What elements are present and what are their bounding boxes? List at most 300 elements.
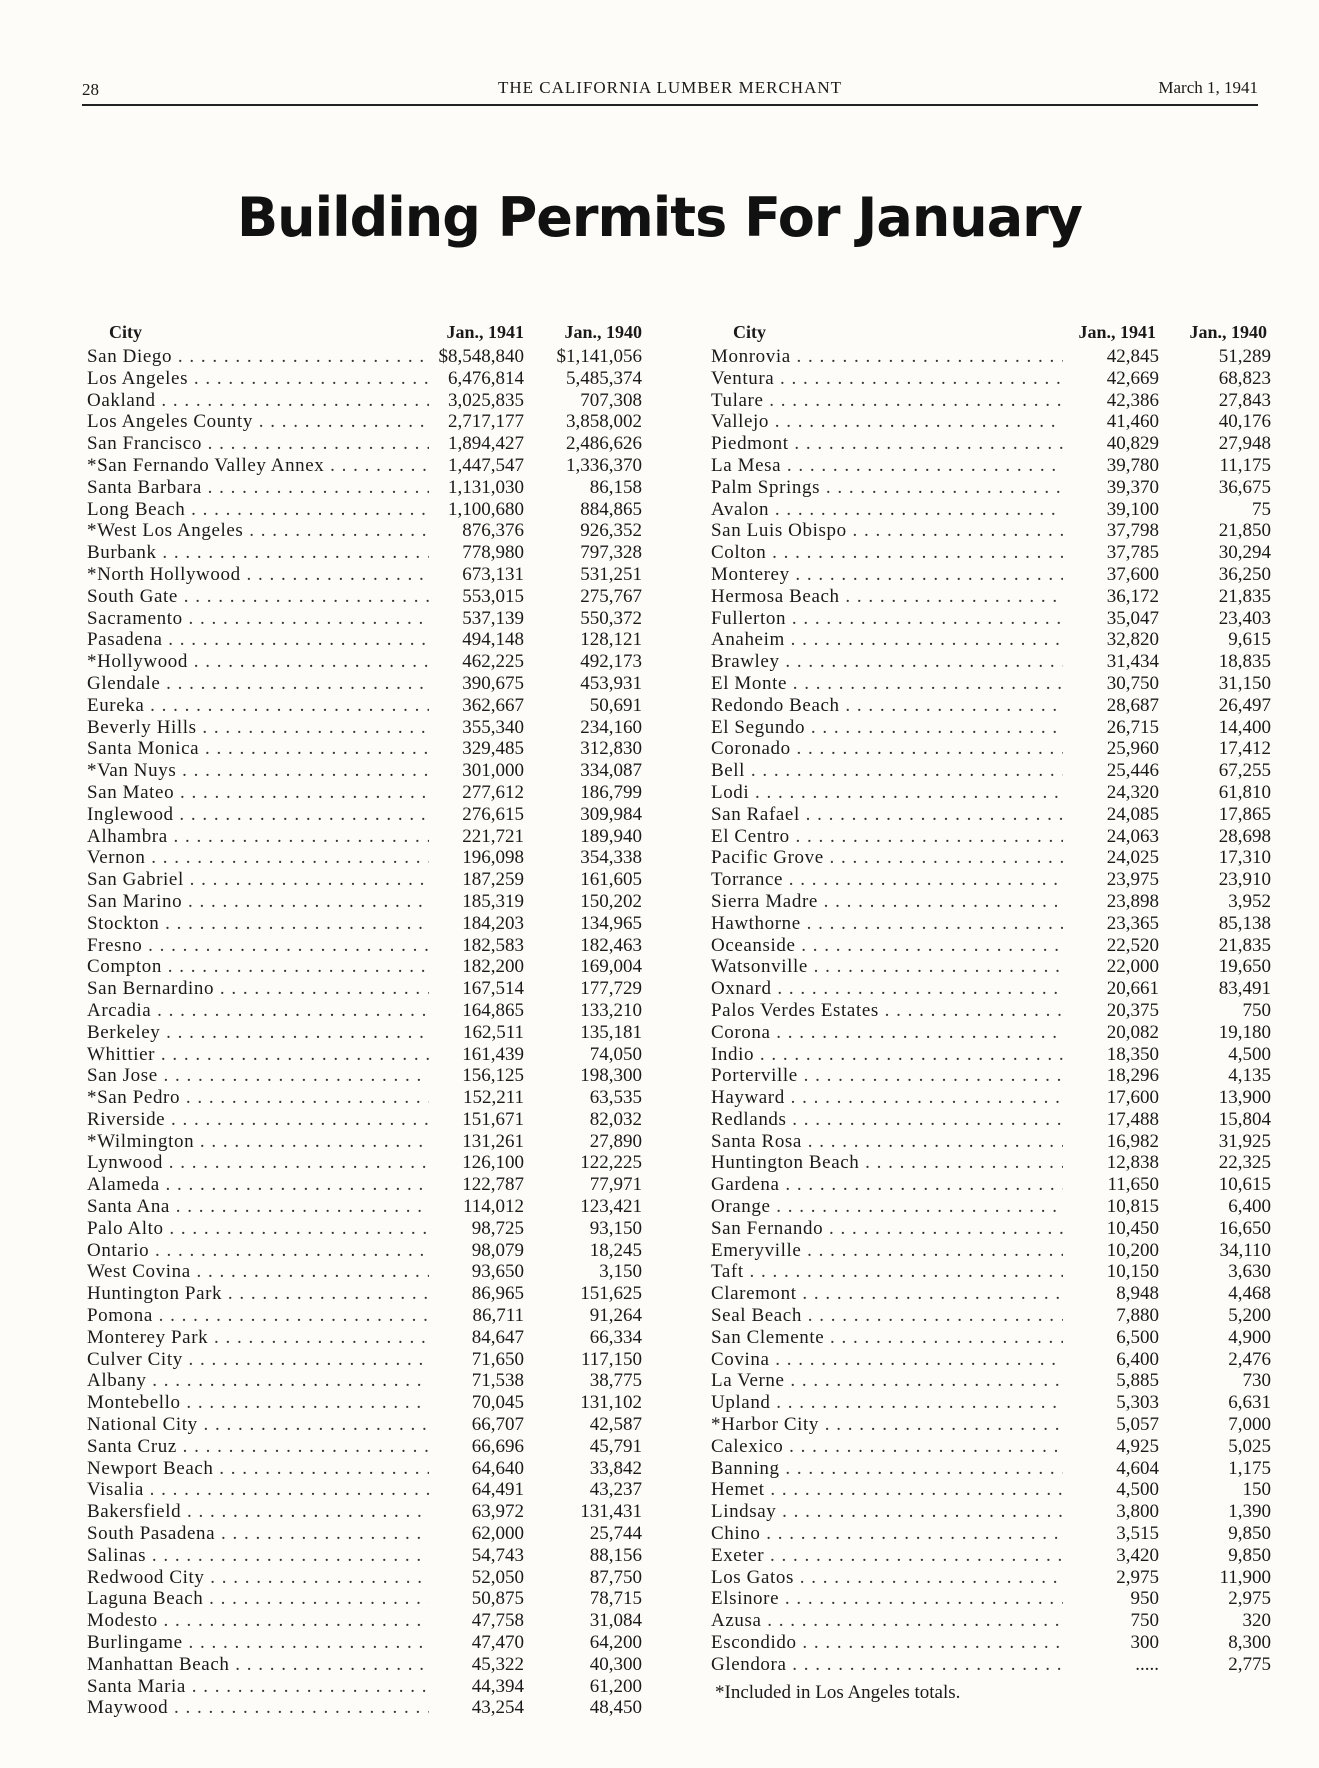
permit-value-jan-1940: 3,150 — [599, 1261, 642, 1283]
permit-value-jan-1941: 66,696 — [471, 1435, 524, 1457]
city-name: Oakland . . . — [87, 390, 429, 412]
permit-value-jan-1941: 23,898 — [1106, 890, 1159, 912]
table-row — [87, 1196, 642, 1218]
permit-value-jan-1940: 550,372 — [580, 607, 642, 629]
table-row — [87, 368, 642, 390]
permit-value-jan-1941: 10,815 — [1106, 1196, 1159, 1218]
permit-value-jan-1940: 28,698 — [1218, 825, 1271, 847]
permit-value-jan-1940: 17,865 — [1218, 803, 1271, 825]
permit-value-jan-1941: 52,050 — [471, 1566, 524, 1588]
table-row — [87, 1174, 642, 1196]
permit-value-jan-1940: 11,175 — [1219, 454, 1271, 476]
city-name: Lindsay . . . — [711, 1501, 1063, 1523]
permit-value-jan-1941: 6,500 — [1116, 1326, 1159, 1348]
city-name: Burlingame . . . — [87, 1632, 429, 1654]
permit-value-jan-1941: 47,758 — [471, 1610, 524, 1632]
permit-value-jan-1941: 40,829 — [1106, 433, 1159, 455]
permit-value-jan-1941: 36,172 — [1106, 585, 1159, 607]
city-name: San Clemente . . . — [711, 1327, 1063, 1349]
permit-value-jan-1941: 4,925 — [1116, 1435, 1159, 1457]
permit-value-jan-1940: 34,110 — [1219, 1239, 1271, 1261]
city-name: San Diego . . . — [87, 346, 429, 368]
permit-value-jan-1940: 85,138 — [1218, 912, 1271, 934]
city-name: Montebello . . . — [87, 1392, 429, 1414]
permit-value-jan-1940: 45,791 — [589, 1435, 642, 1457]
permit-value-jan-1941: 750 — [1130, 1610, 1159, 1632]
permit-value-jan-1940: 27,948 — [1218, 433, 1271, 455]
city-name: Pomona . . . — [87, 1305, 429, 1327]
city-name: Beverly Hills . . . — [87, 717, 429, 739]
table-row — [711, 1349, 1271, 1371]
table-row — [87, 1588, 642, 1610]
permit-value-jan-1941: 24,320 — [1106, 781, 1159, 803]
permit-value-jan-1940: 21,850 — [1218, 520, 1271, 542]
table-row — [87, 695, 642, 717]
table-row — [87, 520, 642, 542]
city-name: Monterey Park . . . — [87, 1327, 429, 1349]
page-number: 28 — [82, 80, 99, 99]
city-name: Elsinore . . . — [711, 1588, 1063, 1610]
permit-value-jan-1941: 25,960 — [1106, 738, 1159, 760]
city-name: Watsonville . . . — [711, 956, 1063, 978]
table-row — [87, 1022, 642, 1044]
permit-value-jan-1940: 169,004 — [580, 956, 642, 978]
permit-value-jan-1941: 62,000 — [471, 1523, 524, 1545]
table-row — [87, 782, 642, 804]
city-name: Redlands . . . — [711, 1109, 1063, 1131]
table-row — [87, 1261, 642, 1283]
permit-value-jan-1940: 87,750 — [589, 1566, 642, 1588]
permit-value-jan-1940: 40,176 — [1218, 411, 1271, 433]
table-row — [87, 477, 642, 499]
permit-value-jan-1941: 37,798 — [1106, 520, 1159, 542]
table-row — [711, 1196, 1271, 1218]
city-name: Fresno . . . — [87, 935, 429, 957]
table-row — [87, 717, 642, 739]
permit-value-jan-1941: 876,376 — [462, 520, 524, 542]
permit-value-jan-1940: 51,289 — [1218, 346, 1271, 367]
table-row — [87, 847, 642, 869]
permit-value-jan-1941: 3,800 — [1116, 1501, 1159, 1523]
table-row — [87, 608, 642, 630]
table-row — [87, 390, 642, 412]
permit-value-jan-1941: 25,446 — [1106, 760, 1159, 782]
city-name: South Gate . . . — [87, 586, 429, 608]
permit-value-jan-1941: 41,460 — [1106, 411, 1159, 433]
permit-value-jan-1940: 66,334 — [589, 1326, 642, 1348]
permit-value-jan-1941: 17,600 — [1106, 1087, 1159, 1109]
city-name: Alhambra . . . — [87, 826, 429, 848]
permit-value-jan-1941: 390,675 — [462, 672, 524, 694]
permit-value-jan-1941: 18,296 — [1106, 1065, 1159, 1087]
permit-value-jan-1941: 64,640 — [471, 1457, 524, 1479]
table-row — [711, 1632, 1271, 1654]
permit-value-jan-1941: 20,375 — [1106, 999, 1159, 1021]
table-row — [711, 1087, 1271, 1109]
city-name: Santa Monica . . . — [87, 738, 429, 760]
permit-value-jan-1941: 24,085 — [1106, 803, 1159, 825]
footnote: *Included in Los Angeles totals. — [715, 1681, 961, 1703]
city-name: *San Fernando Valley Annex . . . — [87, 455, 429, 477]
table-row — [87, 346, 642, 368]
city-name: Brawley . . . — [711, 651, 1063, 673]
permit-value-jan-1940: 33,842 — [589, 1457, 642, 1479]
permit-value-jan-1940: 77,971 — [589, 1174, 642, 1196]
table-row — [87, 913, 642, 935]
permit-value-jan-1940: 8,300 — [1228, 1632, 1271, 1654]
permit-value-jan-1940: 6,400 — [1228, 1196, 1271, 1218]
city-name: Huntington Beach . . . — [711, 1152, 1063, 1174]
permit-value-jan-1941: 1,131,030 — [448, 476, 524, 498]
city-name: Santa Maria . . . — [87, 1676, 429, 1698]
permit-value-jan-1940: 4,135 — [1228, 1065, 1271, 1087]
permit-value-jan-1941: 162,511 — [462, 1021, 524, 1043]
city-name: Maywood . . . — [87, 1697, 429, 1719]
permit-value-jan-1940: 7,000 — [1228, 1414, 1271, 1436]
permit-value-jan-1941: 42,845 — [1106, 346, 1159, 367]
city-name: San Bernardino . . . — [87, 978, 429, 1000]
city-name: Indio . . . — [711, 1044, 1063, 1066]
permit-value-jan-1941: 156,125 — [462, 1065, 524, 1087]
permit-value-jan-1941: 98,079 — [471, 1239, 524, 1261]
permit-value-jan-1941: 18,350 — [1106, 1043, 1159, 1065]
city-name: Orange . . . — [711, 1196, 1063, 1218]
table-row — [711, 1174, 1271, 1196]
permit-value-jan-1940: 50,691 — [589, 694, 642, 716]
permit-value-jan-1941: 63,972 — [471, 1501, 524, 1523]
city-name: Monrovia . . . — [711, 346, 1063, 368]
city-name: Palm Springs . . . — [711, 477, 1063, 499]
city-name: Anaheim . . . — [711, 629, 1063, 651]
permit-value-jan-1940: 161,605 — [580, 869, 642, 891]
table-row — [87, 629, 642, 651]
permit-value-jan-1940: 707,308 — [580, 389, 642, 411]
permit-value-jan-1940: 17,412 — [1218, 738, 1271, 760]
city-name: Inglewood . . . — [87, 804, 429, 826]
table-row — [87, 564, 642, 586]
permit-value-jan-1941: 22,000 — [1106, 956, 1159, 978]
permit-value-jan-1941: 673,131 — [462, 563, 524, 585]
permit-value-jan-1940: 9,615 — [1228, 629, 1271, 651]
table-row — [87, 1131, 642, 1153]
permit-value-jan-1940: 61,810 — [1218, 781, 1271, 803]
city-name: *Wilmington . . . — [87, 1131, 429, 1153]
permit-value-jan-1941: 1,100,680 — [448, 498, 524, 520]
permit-value-jan-1941: 43,254 — [471, 1697, 524, 1719]
city-name: Torrance . . . — [711, 869, 1063, 891]
permit-value-jan-1940: 18,835 — [1218, 651, 1271, 673]
city-name: San Marino . . . — [87, 891, 429, 913]
city-name: Laguna Beach . . . — [87, 1588, 429, 1610]
permit-value-jan-1941: 86,711 — [472, 1305, 524, 1327]
permit-value-jan-1940: 5,485,374 — [566, 367, 642, 389]
city-name: Piedmont . . . — [711, 433, 1063, 455]
city-name: West Covina . . . — [87, 1261, 429, 1283]
permit-value-jan-1940: 2,476 — [1228, 1348, 1271, 1370]
permit-value-jan-1941: 24,063 — [1106, 825, 1159, 847]
table-row — [87, 542, 642, 564]
table-row — [87, 499, 642, 521]
table-row — [711, 346, 1271, 368]
table-row — [711, 717, 1271, 739]
permit-value-jan-1941: 35,047 — [1106, 607, 1159, 629]
table-row — [711, 760, 1271, 782]
table-row — [87, 1392, 642, 1414]
table-row — [87, 1327, 642, 1349]
table-row — [711, 826, 1271, 848]
table-row — [87, 826, 642, 848]
permit-value-jan-1941: 98,725 — [471, 1217, 524, 1239]
permit-value-jan-1941: 28,687 — [1106, 694, 1159, 716]
table-row — [711, 1305, 1271, 1327]
permit-value-jan-1940: 186,799 — [580, 781, 642, 803]
permit-value-jan-1940: 27,843 — [1218, 389, 1271, 411]
permit-value-jan-1940: 312,830 — [580, 738, 642, 760]
running-head — [82, 76, 1258, 106]
table-row — [87, 1065, 642, 1087]
table-row — [87, 978, 642, 1000]
permit-value-jan-1940: 309,984 — [580, 803, 642, 825]
city-name: *North Hollywood . . . — [87, 564, 429, 586]
permit-value-jan-1941: 161,439 — [462, 1043, 524, 1065]
city-name: *Harbor City . . . — [711, 1414, 1063, 1436]
city-name: Eureka . . . — [87, 695, 429, 717]
permit-value-jan-1941: 4,500 — [1116, 1479, 1159, 1501]
city-name: Ontario . . . — [87, 1240, 429, 1262]
table-row — [87, 935, 642, 957]
city-name: San Francisco . . . — [87, 433, 429, 455]
permit-value-jan-1940: 3,630 — [1228, 1261, 1271, 1283]
permit-value-jan-1941: 71,538 — [471, 1370, 524, 1392]
permit-value-jan-1940: 492,173 — [580, 651, 642, 673]
table-row — [711, 520, 1271, 542]
page-title: Building Permits For January — [237, 186, 1082, 249]
permit-value-jan-1940: 74,050 — [589, 1043, 642, 1065]
permit-value-jan-1941: 182,583 — [462, 934, 524, 956]
city-name: Emeryville . . . — [711, 1240, 1063, 1262]
permit-value-jan-1940: 30,294 — [1218, 542, 1271, 564]
city-name: San Jose . . . — [87, 1065, 429, 1087]
table-row — [711, 629, 1271, 651]
permit-value-jan-1940: 13,900 — [1218, 1087, 1271, 1109]
city-name: Huntington Park . . . — [87, 1283, 429, 1305]
permit-value-jan-1941: 301,000 — [462, 760, 524, 782]
right-table-header — [711, 322, 1271, 346]
permit-value-jan-1940: $1,141,056 — [556, 346, 642, 367]
city-name: Sacramento . . . — [87, 608, 429, 630]
permit-value-jan-1940: 128,121 — [580, 629, 642, 651]
permit-value-jan-1940: 134,965 — [580, 912, 642, 934]
permit-value-jan-1940: 131,431 — [580, 1501, 642, 1523]
table-row — [711, 1436, 1271, 1458]
table-row — [711, 564, 1271, 586]
permit-value-jan-1941: 3,420 — [1116, 1544, 1159, 1566]
table-row — [87, 1218, 642, 1240]
table-row — [711, 847, 1271, 869]
city-name: La Mesa . . . — [711, 455, 1063, 477]
permit-value-jan-1940: 198,300 — [580, 1065, 642, 1087]
permit-value-jan-1941: 10,200 — [1106, 1239, 1159, 1261]
permit-value-jan-1941: 86,965 — [471, 1283, 524, 1305]
table-row — [87, 1654, 642, 1676]
city-name: *San Pedro . . . — [87, 1087, 429, 1109]
permit-value-jan-1941: 71,650 — [471, 1348, 524, 1370]
table-row — [711, 935, 1271, 957]
permit-value-jan-1940: 750 — [1242, 999, 1271, 1021]
table-row — [711, 455, 1271, 477]
table-row — [711, 695, 1271, 717]
table-row — [711, 738, 1271, 760]
city-name: Corona . . . — [711, 1022, 1063, 1044]
permit-value-jan-1941: 778,980 — [462, 542, 524, 564]
permit-value-jan-1940: 40,300 — [589, 1653, 642, 1675]
permit-value-jan-1941: 31,434 — [1106, 651, 1159, 673]
permit-value-jan-1940: 2,775 — [1228, 1653, 1271, 1675]
permit-value-jan-1941: 23,975 — [1106, 869, 1159, 891]
permit-value-jan-1941: 37,600 — [1106, 563, 1159, 585]
permit-value-jan-1941: ..... — [1135, 1653, 1159, 1675]
city-name: Alameda . . . — [87, 1174, 429, 1196]
table-row — [711, 956, 1271, 978]
table-row — [711, 1109, 1271, 1131]
city-name: Fullerton . . . — [711, 608, 1063, 630]
table-row — [711, 1261, 1271, 1283]
city-name: Avalon . . . — [711, 499, 1063, 521]
table-row — [711, 608, 1271, 630]
permit-value-jan-1941: $8,548,840 — [438, 346, 524, 367]
city-name: San Gabriel . . . — [87, 869, 429, 891]
city-name: El Segundo . . . — [711, 717, 1063, 739]
table-row — [711, 1414, 1271, 1436]
city-name: Exeter . . . — [711, 1545, 1063, 1567]
permit-value-jan-1940: 926,352 — [580, 520, 642, 542]
permit-value-jan-1941: 84,647 — [471, 1326, 524, 1348]
permit-value-jan-1940: 189,940 — [580, 825, 642, 847]
city-name: Visalia . . . — [87, 1479, 429, 1501]
city-name: Arcadia . . . — [87, 1000, 429, 1022]
city-name: Newport Beach . . . — [87, 1458, 429, 1480]
table-row — [711, 1044, 1271, 1066]
permit-value-jan-1940: 42,587 — [589, 1414, 642, 1436]
table-row — [87, 1632, 642, 1654]
permit-value-jan-1940: 18,245 — [589, 1239, 642, 1261]
city-name: Whittier . . . — [87, 1044, 429, 1066]
permit-value-jan-1940: 48,450 — [589, 1697, 642, 1719]
city-name: Modesto . . . — [87, 1610, 429, 1632]
city-name: Azusa . . . — [711, 1610, 1063, 1632]
permit-value-jan-1940: 453,931 — [580, 672, 642, 694]
table-row — [711, 1065, 1271, 1087]
table-row — [87, 1458, 642, 1480]
permit-value-jan-1940: 38,775 — [589, 1370, 642, 1392]
permit-value-jan-1941: 329,485 — [462, 738, 524, 760]
city-name: Riverside . . . — [87, 1109, 429, 1131]
permit-value-jan-1941: 5,057 — [1116, 1414, 1159, 1436]
permit-value-jan-1940: 27,890 — [589, 1130, 642, 1152]
permit-value-jan-1941: 64,491 — [471, 1479, 524, 1501]
permit-value-jan-1940: 93,150 — [589, 1217, 642, 1239]
permit-value-jan-1941: 355,340 — [462, 716, 524, 738]
table-row — [711, 1131, 1271, 1153]
table-row — [87, 1000, 642, 1022]
permit-value-jan-1941: 20,082 — [1106, 1021, 1159, 1043]
city-name: Stockton . . . — [87, 913, 429, 935]
permit-value-jan-1940: 3,858,002 — [566, 411, 642, 433]
permit-value-jan-1941: 196,098 — [462, 847, 524, 869]
table-row — [87, 1283, 642, 1305]
table-row — [87, 1501, 642, 1523]
city-name: Burbank . . . — [87, 542, 429, 564]
table-row — [87, 433, 642, 455]
table-row — [87, 1676, 642, 1698]
table-row — [711, 1479, 1271, 1501]
permit-value-jan-1941: 54,743 — [471, 1544, 524, 1566]
permit-value-jan-1941: 277,612 — [462, 781, 524, 803]
city-name: Lodi . . . — [711, 782, 1063, 804]
permit-value-jan-1940: 17,310 — [1218, 847, 1271, 869]
city-name: Ventura . . . — [711, 368, 1063, 390]
city-name: La Verne . . . — [711, 1370, 1063, 1392]
city-name: Pacific Grove . . . — [711, 847, 1063, 869]
city-name: Hayward . . . — [711, 1087, 1063, 1109]
table-row — [711, 1567, 1271, 1589]
city-name: Long Beach . . . — [87, 499, 429, 521]
permit-value-jan-1940: 25,744 — [589, 1523, 642, 1545]
permit-value-jan-1940: 884,865 — [580, 498, 642, 520]
permit-value-jan-1940: 2,975 — [1228, 1588, 1271, 1610]
permit-value-jan-1940: 4,468 — [1228, 1283, 1271, 1305]
table-row — [87, 1349, 642, 1371]
city-name: Bakersfield . . . — [87, 1501, 429, 1523]
column-header-jan-1941: Jan., 1941 — [1078, 322, 1156, 342]
table-row — [87, 1109, 642, 1131]
permit-value-jan-1941: 10,150 — [1106, 1261, 1159, 1283]
permit-value-jan-1941: 6,400 — [1116, 1348, 1159, 1370]
right-table-body — [711, 346, 1271, 1676]
permit-value-jan-1940: 1,390 — [1228, 1501, 1271, 1523]
table-row — [711, 542, 1271, 564]
issue-date: March 1, 1941 — [1158, 78, 1258, 97]
permit-value-jan-1941: 122,787 — [462, 1174, 524, 1196]
permit-value-jan-1941: 3,025,835 — [448, 389, 524, 411]
permit-value-jan-1940: 14,400 — [1218, 716, 1271, 738]
table-row — [87, 1305, 642, 1327]
city-name: San Rafael . . . — [711, 804, 1063, 826]
permit-value-jan-1941: 5,303 — [1116, 1392, 1159, 1414]
permit-value-jan-1941: 50,875 — [471, 1588, 524, 1610]
column-header-jan-1940: Jan., 1940 — [1189, 322, 1267, 342]
permit-value-jan-1940: 9,850 — [1228, 1544, 1271, 1566]
table-row — [711, 433, 1271, 455]
table-row — [87, 1523, 642, 1545]
permit-value-jan-1940: 5,025 — [1228, 1435, 1271, 1457]
permit-value-jan-1941: 126,100 — [462, 1152, 524, 1174]
permit-value-jan-1941: 5,885 — [1116, 1370, 1159, 1392]
permit-value-jan-1940: 5,200 — [1228, 1305, 1271, 1327]
permit-value-jan-1940: 19,650 — [1218, 956, 1271, 978]
city-name: Santa Rosa . . . — [711, 1131, 1063, 1153]
permit-value-jan-1940: 4,900 — [1228, 1326, 1271, 1348]
table-row — [711, 891, 1271, 913]
permit-value-jan-1940: 75 — [1252, 498, 1271, 520]
city-name: Tulare . . . — [711, 390, 1063, 412]
table-row — [87, 1044, 642, 1066]
permit-value-jan-1941: 553,015 — [462, 585, 524, 607]
permit-value-jan-1940: 68,823 — [1218, 367, 1271, 389]
table-row — [711, 673, 1271, 695]
permit-value-jan-1940: 133,210 — [580, 999, 642, 1021]
table-row — [711, 1501, 1271, 1523]
